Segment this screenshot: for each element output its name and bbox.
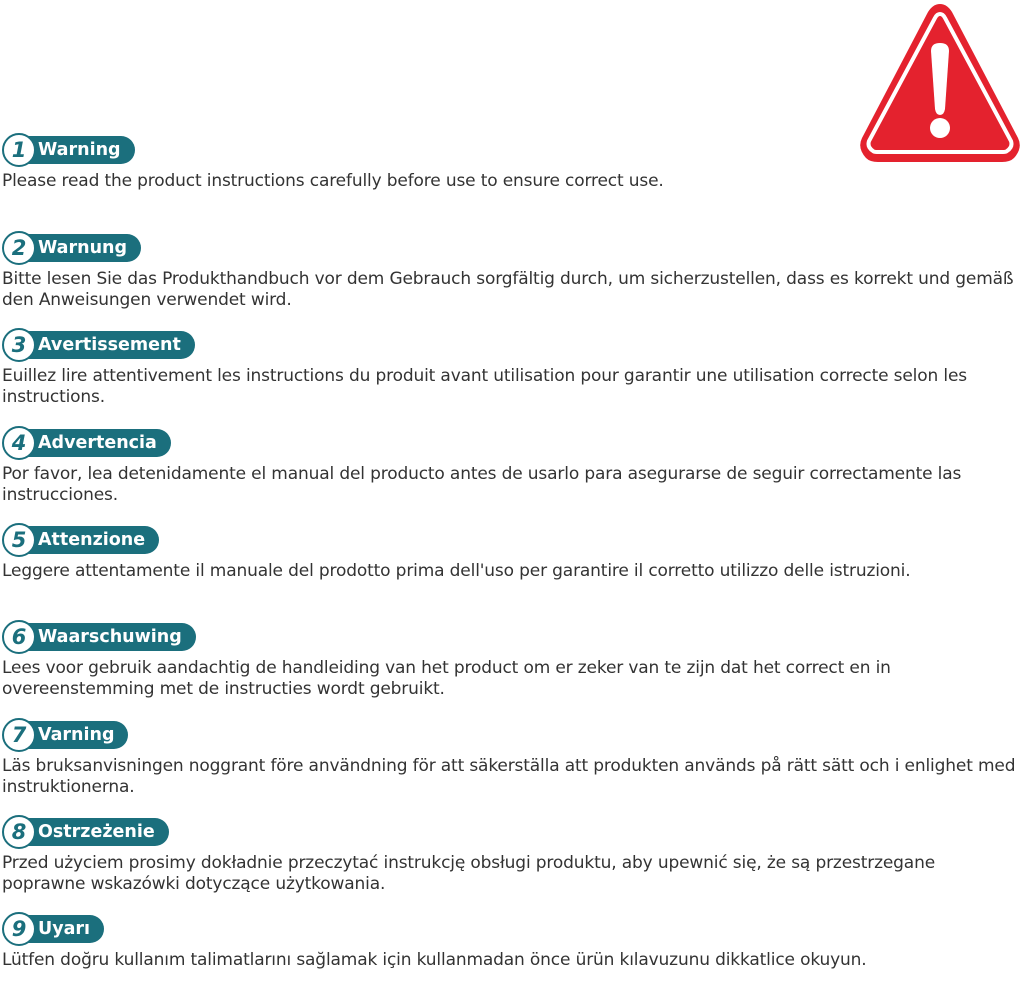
section-title: Warning	[38, 140, 121, 160]
section-number: 3	[2, 328, 36, 362]
section-text: Please read the product instructions carefully before use to ensure correct use.	[2, 171, 664, 191]
warning-section-fr	[0, 331, 1020, 408]
warning-section-sv	[0, 721, 1020, 798]
section-title: Advertencia	[38, 433, 157, 453]
section-title: Warnung	[38, 238, 128, 258]
section-badge	[11, 526, 159, 554]
section-text: Läs bruksanvisningen noggrant före användning för att säkerställa att produkten används på rätt sätt och i enlighet med instruktionerna.	[2, 756, 1016, 797]
section-text: Por favor, lea detenidamente el manual del producto antes de usarlo para asegurarse de seguir correctamente las instrucciones.	[2, 464, 962, 505]
warning-section-pl	[0, 818, 1020, 895]
section-number: 6	[2, 620, 36, 654]
warning-section-nl	[0, 623, 1020, 700]
section-text: Lees voor gebruik aandachtig de handleiding van het product om er zeker van te zijn dat het correct en in overeenstemming met de instructies wordt gebruikt.	[2, 658, 891, 699]
section-number: 9	[2, 912, 36, 946]
section-title: Ostrzeżenie	[38, 822, 155, 842]
section-badge	[11, 623, 196, 651]
section-text: Euillez lire attentivement les instructions du produit avant utilisation pour garantir une utilisation correcte selon les instructions.	[2, 366, 967, 407]
warning-section-en	[0, 136, 1020, 192]
section-badge	[11, 136, 135, 164]
section-badge	[11, 331, 195, 359]
warning-section-es	[0, 429, 1020, 506]
section-number: 1	[2, 133, 36, 167]
section-title: Waarschuwing	[38, 627, 182, 647]
section-title: Varning	[38, 725, 115, 745]
section-title: Uyarı	[38, 919, 91, 939]
section-badge	[11, 818, 169, 846]
section-number: 5	[2, 523, 36, 557]
warning-section-it	[0, 526, 1020, 582]
section-badge	[11, 915, 104, 943]
section-badge	[11, 234, 141, 262]
section-text: Bitte lesen Sie das Produkthandbuch vor dem Gebrauch sorgfältig durch, um sicherzustellen, dass es korrekt und gemäß den Anweisungen verwendet wird.	[2, 269, 1014, 310]
section-text: Przed użyciem prosimy dokładnie przeczytać instrukcję obsługi produktu, aby upewnić się, że są przestrzegane poprawne wskazówki dotyczące użytkowania.	[2, 853, 936, 894]
section-number: 2	[2, 231, 36, 265]
section-number: 4	[2, 426, 36, 460]
section-text: Leggere attentamente il manuale del prodotto prima dell'uso per garantire il corretto utilizzo delle istruzioni.	[2, 561, 911, 581]
section-number: 8	[2, 815, 36, 849]
section-title: Avertissement	[38, 335, 181, 355]
warning-section-de	[0, 234, 1020, 311]
section-text: Lütfen doğru kullanım talimatlarını sağlamak için kullanmadan önce ürün kılavuzunu dikkatlice okuyun.	[2, 950, 867, 970]
section-number: 7	[2, 718, 36, 752]
section-badge	[11, 721, 128, 749]
section-title: Attenzione	[38, 530, 146, 550]
warning-section-tr	[0, 915, 1020, 971]
section-badge	[11, 429, 171, 457]
